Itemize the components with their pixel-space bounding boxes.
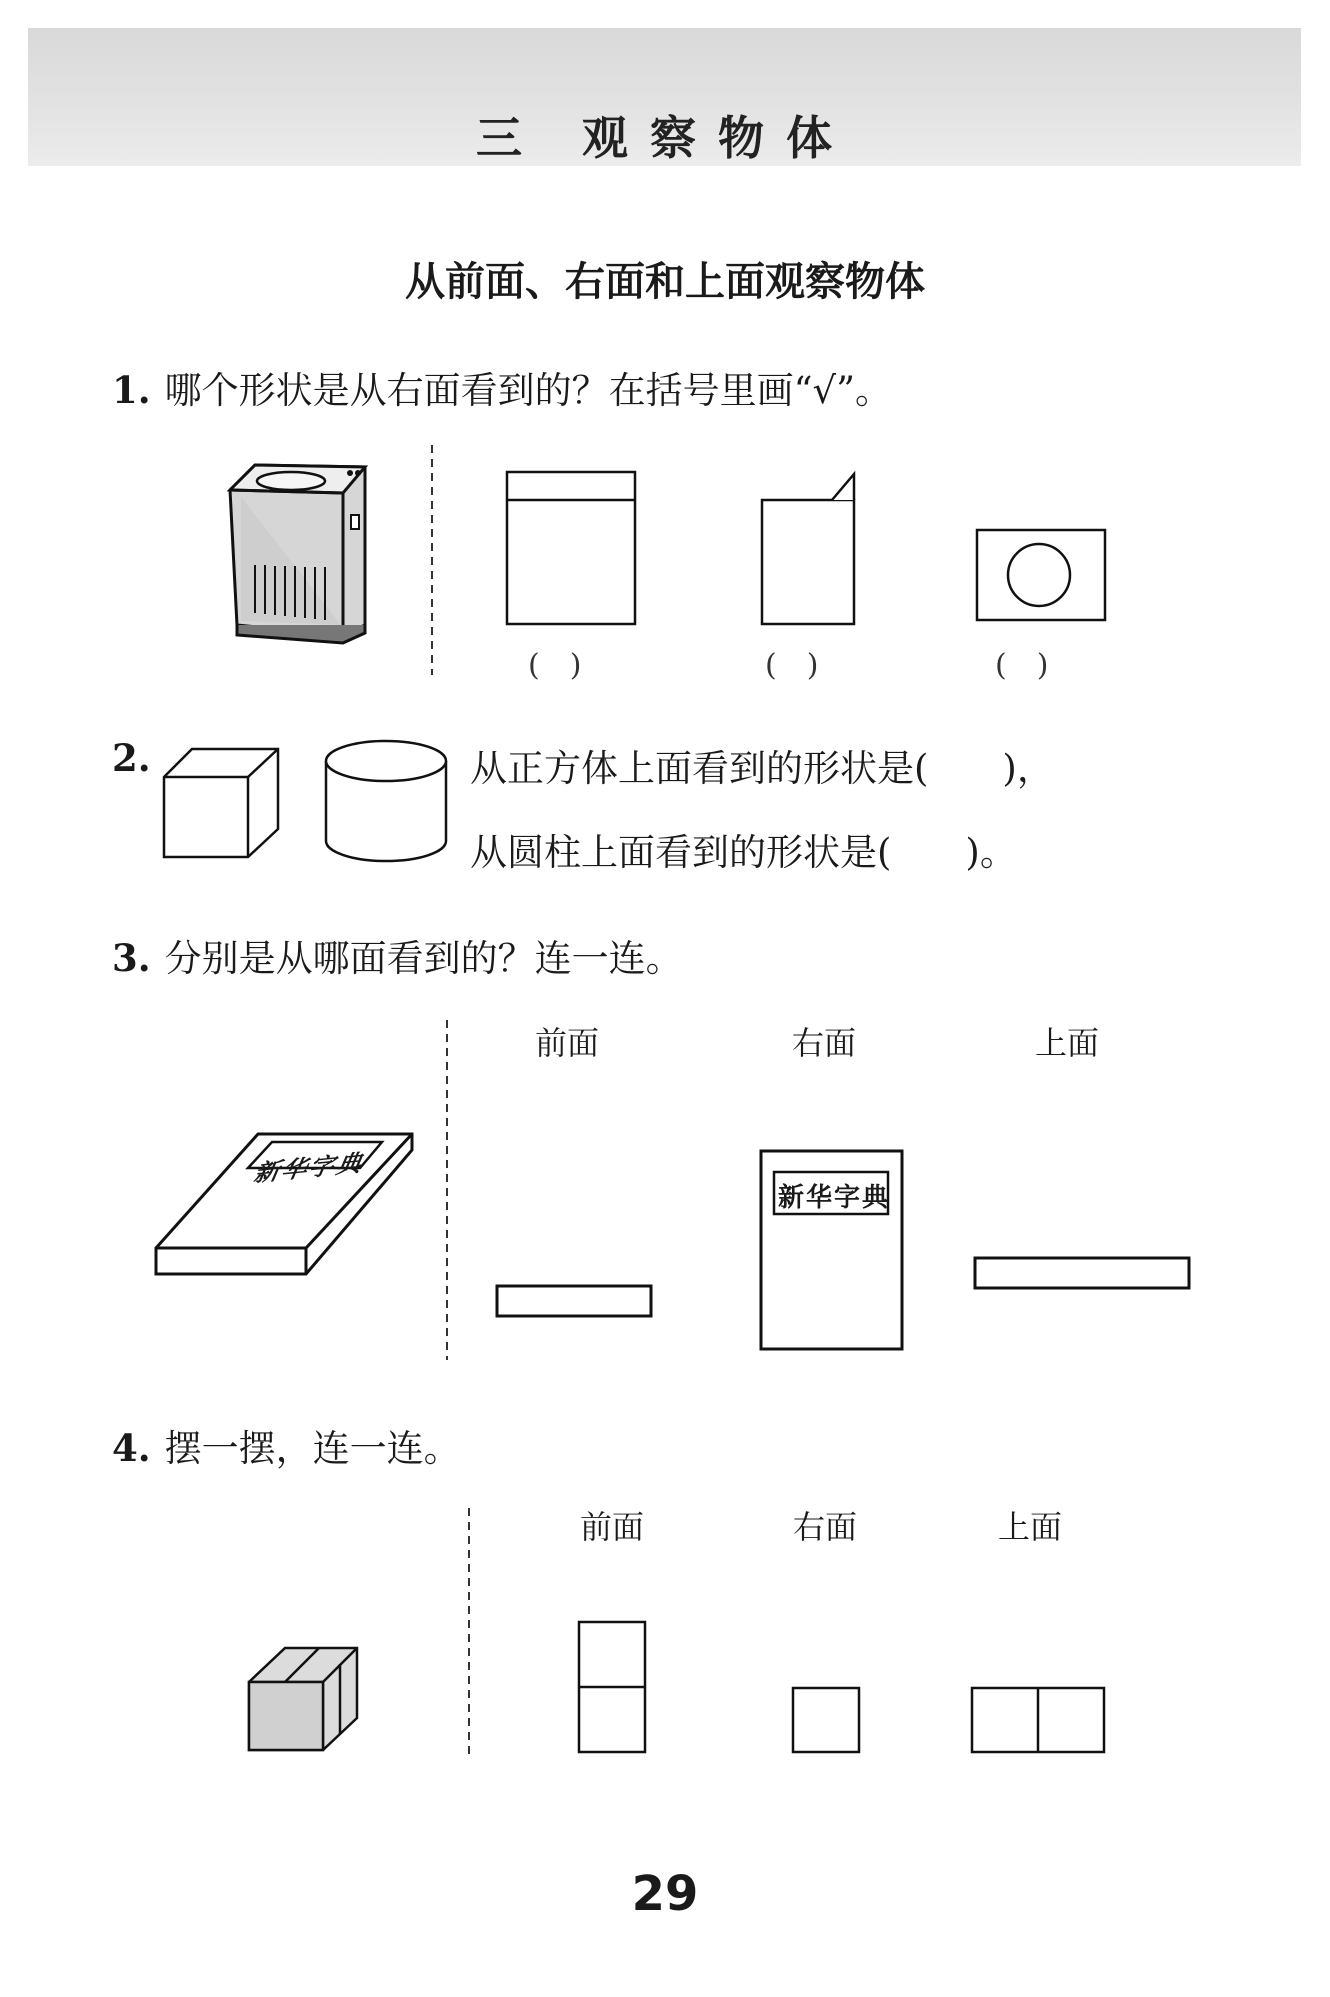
shape-option-rectangle-with-top-band [505,470,639,630]
question-4 [112,1418,461,1472]
chapter-title: 三 观察物体 [475,111,854,165]
cube-icon [160,745,285,860]
shape-option-rectangle-with-tab [760,470,860,630]
question-number: 4. [112,1426,151,1470]
question-1 [112,360,892,414]
question-2-number [112,736,165,780]
view-label-top: 上面 [1035,1024,1100,1062]
section-title: 从前面、右面和上面观察物体 [405,259,925,305]
book-cover-title-front: 新华字典 [778,1183,891,1213]
question-number: 3. [112,936,151,980]
view-shape-two-side-squares [970,1686,1108,1756]
book-cover-title: 新华字典 [250,1147,372,1188]
view-label-front: 前面 [535,1024,600,1062]
answer-paren-1[interactable]: ( ) [528,648,582,683]
question-2-line-1: 从正方体上面看到的形状是( )， [470,747,1054,790]
answer-paren-3[interactable]: ( ) [995,648,1049,683]
view-label-top: 上面 [998,1508,1063,1546]
question-number: 1. [112,368,151,412]
question-2-line-2: 从圆柱上面看到的形状是( )。 [470,831,1017,874]
view-shape-thin-rectangle-long [973,1256,1193,1292]
question-number: 2. [112,736,151,780]
washing-machine-icon [225,445,375,645]
view-shape-two-stacked-squares [577,1620,649,1756]
stacked-cubes-icon [245,1640,365,1752]
view-label-front: 前面 [580,1508,645,1546]
shape-option-square-with-circle [975,528,1107,626]
view-label-right: 右面 [793,1508,858,1546]
question-3 [112,928,683,982]
view-shape-single-square [791,1686,863,1756]
view-label-right: 右面 [792,1024,857,1062]
answer-paren-2[interactable]: ( ) [765,648,819,683]
question-text: 摆一摆，连一连。 [164,1427,461,1470]
divider-q3 [445,1020,449,1360]
divider-q4 [467,1508,471,1758]
view-shape-thin-rectangle-small [495,1284,655,1320]
question-text: 分别是从哪面看到的？连一连。 [164,937,683,980]
divider-q1 [430,445,434,675]
page-number: 29 [631,1866,699,1922]
question-text: 哪个形状是从右面看到的？在括号里画“√”。 [164,369,893,412]
cylinder-icon [322,737,450,865]
